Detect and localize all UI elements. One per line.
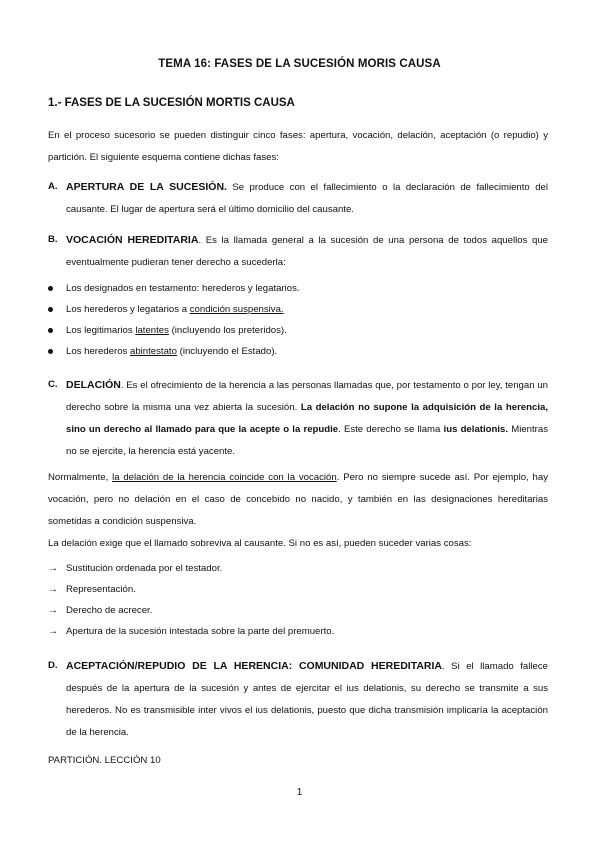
list-item-text-after: (incluyendo el Estado). [176,346,278,357]
section-c-bold1: La delación no supone la adquisición de la herencia, sino un derecho al llamado para que la acepte o la repudie [66,402,549,435]
list-item-underlined: abintestato [130,346,177,357]
bullet-icon [48,328,53,333]
bullet-icon [48,307,53,312]
list-item-text: Los legitimarios [66,325,136,336]
section-d-letter: D. [48,660,58,671]
intro-paragraph [48,125,548,169]
section-c-bold2: ius delationis. [443,424,509,435]
bullet-icon [48,286,53,291]
list-item-text-after: (incluyendo los preteridos). [168,325,287,336]
section-b-head: VOCACIÓN HEREDITARIA [66,234,199,246]
arrow-right-icon: → [48,584,58,595]
section-b-body [66,229,548,274]
arrow-right-icon: → [48,626,58,637]
list-item-text: Representación. [66,584,136,595]
section-d-text: . Si el llamado fallece después de la apertura de la sucesión y antes de ejercitar el ius delationis, su derecho se transmite a sus herederos. No es transmisible inter vivos el ius delationis, puesto que dicha transmisión implicaría la aceptación de la herencia. [66,661,549,738]
section-c [48,374,548,463]
list-item [48,600,548,621]
arrow-list [48,558,548,642]
section-b-text: . Es la llamada general a la sucesión de una persona de todos aquellos que eventualmente pudieran tener derecho a sucederla: [66,235,548,268]
list-item-text: Derecho de acrecer. [66,605,153,616]
page-number: 1 [296,787,303,798]
section-b [48,229,548,274]
text-span: Normalmente, [48,472,113,483]
section-d [48,655,548,744]
section-c-head: DELACIÓN [66,379,121,391]
list-item [48,621,548,642]
list-item [48,558,548,579]
particion-text: PARTICIÓN. LECCIÓN 10 [48,755,161,766]
list-item-text: Los designados en testamento: herederos y legatarios. [66,283,300,294]
list-item-underlined: latentes [135,325,169,336]
section-c-text3: Mientras no se ejercite, la herencia está yacente. [66,424,548,457]
paragraph-normalmente [48,467,548,533]
list-item-text: Apertura de la sucesión intestada sobre la parte del premuerto. [66,626,335,637]
section-heading: 1.- FASES DE LA SUCESIÓN MORTIS CAUSA [48,97,295,109]
section-d-body [66,655,548,744]
bullet-icon [48,349,53,354]
section-c-letter: C. [48,379,58,390]
section-a-head: APERTURA DE LA SUCESIÓN. [66,181,227,193]
list-item [48,278,548,299]
section-c-body [66,374,548,463]
list-item-text: Sustitución ordenada por el testador. [66,563,223,574]
paragraph-normalmente-text [48,467,548,533]
list-item [48,299,548,320]
intro-text: En el proceso sucesorio se pueden distinguir cinco fases: apertura, vocación, delación, aceptación (o repudio) y partición. El siguiente esquema contiene dichas fases: [48,130,548,163]
section-c-text1: . Es el ofrecimiento de la herencia a las personas llamadas que, por testamento o por ley, tengan un derecho sobre la misma una vez abierta la sucesión. [66,380,548,413]
section-a-body [66,176,548,221]
section-a-text: Se produce con el fallecimiento o la declaración de fallecimiento del causante. El lugar de apertura será el último domicilio del causante. [66,182,548,215]
arrow-right-icon: → [48,563,58,574]
document-title: TEMA 16: FASES DE LA SUCESIÓN MORIS CAUSA [158,58,441,70]
section-c-text2: . Este derecho se llama [338,424,444,435]
section-a [48,176,548,221]
list-item [48,579,548,600]
list-item-underlined: condición suspensiva. [189,304,284,315]
list-item-text: Los herederos y legatarios a [66,304,190,315]
paragraph-delacion [48,533,548,555]
underlined-span: la delación de la herencia coincide con la vocación [112,472,337,483]
text-span: . Pero no siempre sucede así. Por ejemplo, hay vocación, pero no delación en el caso de concebido no nacido, y también en las designaciones hereditarias sometidas a condición suspensiva. [48,472,549,527]
bullet-list [48,278,548,362]
arrow-right-icon: → [48,605,58,616]
section-b-letter: B. [48,234,58,245]
list-item-text: Los herederos [66,346,130,357]
section-a-letter: A. [48,181,58,192]
paragraph-delacion-text: La delación exige que el llamado sobreviva al causante. Si no es así, pueden suceder varias cosas: [48,538,472,549]
section-d-head: ACEPTACIÓN/REPUDIO DE LA HERENCIA: COMUNIDAD HEREDITARIA [66,660,442,672]
list-item [48,320,548,341]
list-item [48,341,548,362]
particion-line [48,750,548,772]
